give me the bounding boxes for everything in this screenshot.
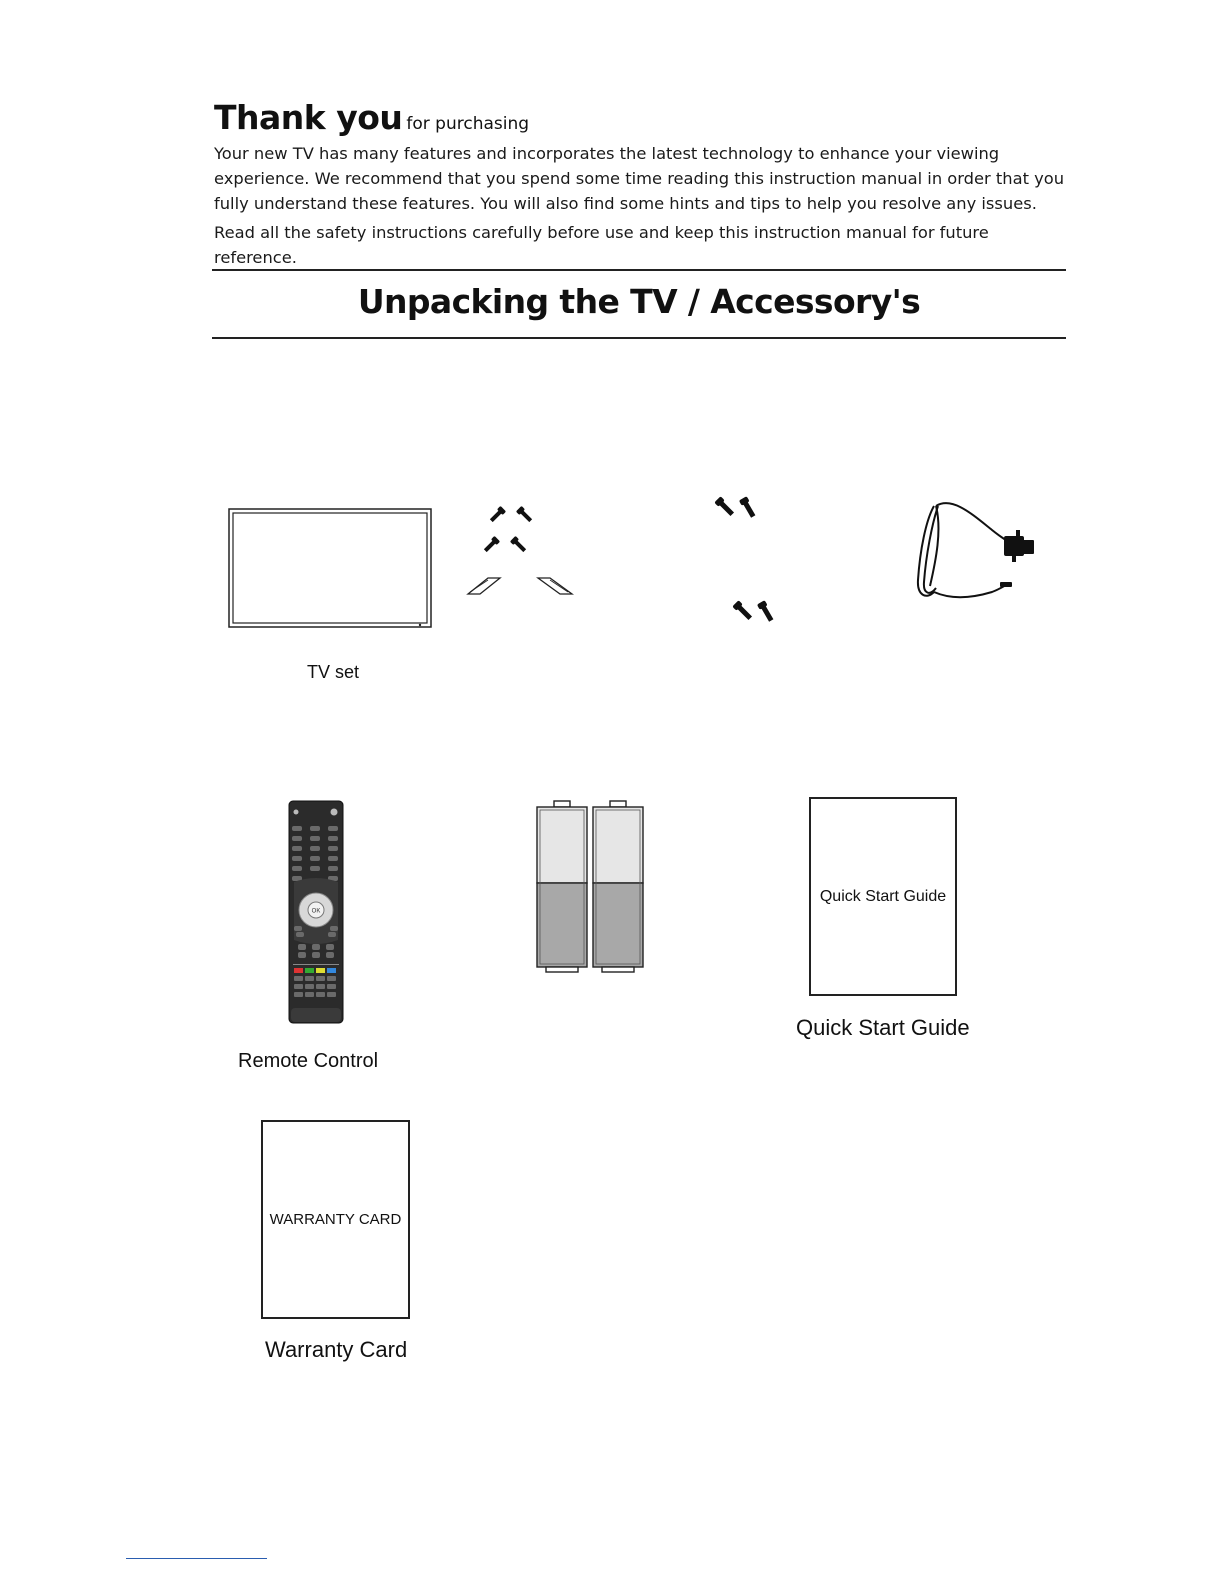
remote-ok-text: OK (311, 908, 321, 915)
warranty-card-box-text: WARRANTY CARD (269, 1211, 402, 1228)
footer-rule (126, 1558, 267, 1559)
section-title: Unpacking the TV / Accessory's (357, 282, 921, 321)
wall-screws-icon (710, 494, 790, 628)
safety-paragraph: Read all the safety instructions carefully before use and keep this instruction manual for future reference. (214, 223, 989, 267)
warranty-card-illustration (261, 1120, 410, 1319)
stand-screws-icon (484, 502, 544, 558)
batteries-icon (534, 800, 646, 974)
remote-control-label: Remote Control (238, 1050, 379, 1072)
quick-start-guide-label: Quick Start Guide (796, 1015, 970, 1040)
intro-block (214, 98, 1074, 270)
for-purchasing-text: for purchasing (406, 114, 530, 134)
remote-control-icon (288, 800, 344, 1024)
quick-start-guide-illustration (809, 797, 957, 996)
tv-set-label: TV set (307, 662, 360, 682)
thank-you-heading (214, 98, 1074, 137)
quick-start-guide-box-text: Quick Start Guide (819, 887, 947, 905)
thank-you-text: Thank you (214, 98, 403, 137)
tv-outline-icon (228, 508, 433, 630)
power-adapter-icon (912, 500, 1040, 606)
stand-feet-icon (466, 576, 576, 598)
section-bottom-rule (212, 337, 1066, 339)
warranty-card-label: Warranty Card (265, 1337, 408, 1362)
section-top-rule (212, 269, 1066, 271)
intro-paragraph: Your new TV has many features and incorporates the latest technology to enhance your viewing experience. We recommend that you spend some time reading this instruction manual in order that you fully understand these features. You will also find some hints and tips to help you resolve any issues. (214, 144, 1065, 213)
